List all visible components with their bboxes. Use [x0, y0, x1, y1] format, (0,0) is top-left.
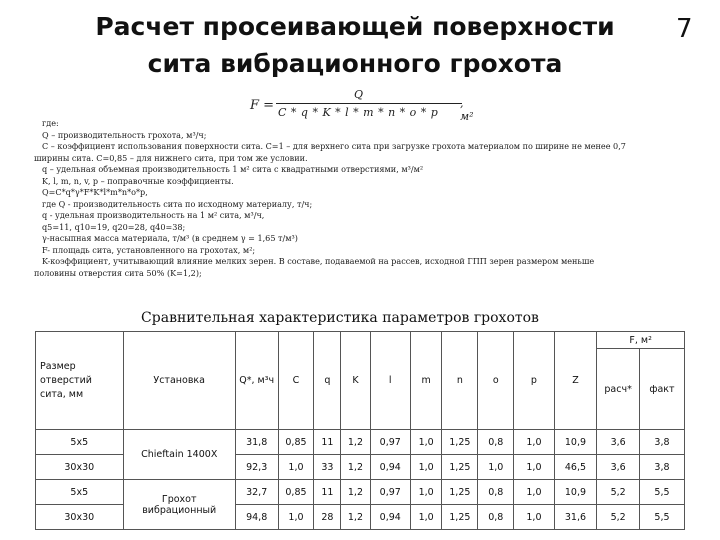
cell-qq: 11 — [314, 480, 341, 505]
note-line: γ-насыпная масса материала, т/м³ (в среднем γ = 1,65 т/м³) — [42, 233, 298, 243]
cell-q: 92,3 — [235, 455, 278, 480]
header-p: p — [514, 332, 554, 430]
cell-k: 1,2 — [341, 480, 370, 505]
cell-p: 1,0 — [514, 455, 554, 480]
cell-l: 0,94 — [370, 455, 410, 480]
header-f-calc: расч* — [597, 349, 640, 430]
cell-size: 30х30 — [36, 505, 124, 530]
cell-z: 10,9 — [554, 480, 597, 505]
note-line: Q=C*q*γ*F*K*l*m*n*o*p, — [42, 187, 148, 197]
cell-l: 0,97 — [370, 430, 410, 455]
cell-unit: Chieftain 1400X — [123, 430, 235, 480]
cell-k: 1,2 — [341, 430, 370, 455]
cell-c: 1,0 — [278, 455, 314, 480]
cell-size: 5х5 — [36, 480, 124, 505]
cell-q: 31,8 — [235, 430, 278, 455]
cell-p: 1,0 — [514, 480, 554, 505]
cell-k: 1,2 — [341, 505, 370, 530]
cell-q: 32,7 — [235, 480, 278, 505]
note-line: F- площадь сита, установленного на грохотах, м²; — [42, 244, 256, 255]
cell-f-calc: 5,2 — [597, 505, 640, 530]
cell-f-fact: 5,5 — [639, 480, 684, 505]
cell-n: 1,25 — [442, 480, 478, 505]
cell-qq: 33 — [314, 455, 341, 480]
cell-f-calc: 3,6 — [597, 430, 640, 455]
header-l: l — [370, 332, 410, 430]
note-line: где: — [42, 118, 59, 128]
cell-p: 1,0 — [514, 505, 554, 530]
cell-p: 1,0 — [514, 430, 554, 455]
q10-value: q10=19, — [74, 221, 110, 232]
formula-denominator: C * q * K * l * m * n * o * p — [278, 106, 439, 119]
table-title: Сравнительная характеристика параметров грохотов — [141, 310, 539, 326]
table-row — [36, 430, 685, 455]
cell-q: 94,8 — [235, 505, 278, 530]
cell-l: 0,94 — [370, 505, 410, 530]
q-values-line — [34, 222, 686, 234]
formula-lhs: F = — [250, 98, 275, 113]
cell-z: 46,5 — [554, 455, 597, 480]
header-f-fact: факт — [639, 349, 684, 430]
cell-o: 0,8 — [478, 505, 514, 530]
cell-unit: Грохот вибрационный — [123, 480, 235, 530]
header-c: C — [278, 332, 314, 430]
header-qq: q — [314, 332, 341, 430]
table-row — [36, 480, 685, 505]
cell-qq: 11 — [314, 430, 341, 455]
cell-f-fact: 3,8 — [639, 455, 684, 480]
note-line: где Q - производительность сита по исходному материалу, т/ч; — [42, 198, 313, 209]
header-q: Q*, м³ч — [235, 332, 278, 430]
cell-f-fact: 5,5 — [639, 505, 684, 530]
note-line: K-коэффициент, учитывающий влияние мелких зерен. В составе, подаваемой на рассев, исходной ГПП зерен размером меньше — [42, 256, 595, 266]
cell-f-calc: 3,6 — [597, 455, 640, 480]
q20-value: q20=28, — [112, 221, 148, 232]
q5-value: q5=11, — [42, 221, 72, 232]
header-size: Размер отверстий сита, мм — [36, 332, 124, 430]
cell-n: 1,25 — [442, 455, 478, 480]
cell-m: 1,0 — [410, 430, 441, 455]
note-line: Q – производительность грохота, м³/ч; — [42, 129, 207, 140]
header-o: o — [478, 332, 514, 430]
slide-title: Расчет просеивающей поверхности сита вибрационного грохота — [95, 12, 615, 78]
cell-f-calc: 5,2 — [597, 480, 640, 505]
fraction-bar — [276, 103, 462, 104]
screen-parameters-table — [35, 331, 685, 530]
header-f-group: F, м² — [597, 332, 685, 349]
cell-l: 0,97 — [370, 480, 410, 505]
cell-m: 1,0 — [410, 505, 441, 530]
header-unit: Установка — [123, 332, 235, 430]
cell-n: 1,25 — [442, 430, 478, 455]
cell-z: 31,6 — [554, 505, 597, 530]
note-line: ширины сита. С=0,85 – для нижнего сита, при том же условии. — [34, 152, 308, 163]
q40-value: q40=38; — [150, 221, 186, 232]
note-line: K, l, m, n, v, p – поправочные коэффициенты. — [42, 175, 234, 186]
cell-m: 1,0 — [410, 455, 441, 480]
cell-size: 5х5 — [36, 430, 124, 455]
formula-notes — [34, 118, 686, 279]
cell-c: 0,85 — [278, 430, 314, 455]
header-k: K — [341, 332, 370, 430]
page-number: 7 — [676, 14, 693, 44]
cell-c: 1,0 — [278, 505, 314, 530]
cell-o: 0,8 — [478, 480, 514, 505]
note-line: С – коэффициент использования поверхности сита. С=1 – для верхнего сита при загрузке грохота материалом по ширине не менее 0,7 — [42, 141, 626, 151]
cell-m: 1,0 — [410, 480, 441, 505]
note-line: половины отверстия сита 50% (K=1,2); — [34, 267, 202, 278]
cell-c: 0,85 — [278, 480, 314, 505]
header-m: m — [410, 332, 441, 430]
cell-f-fact: 3,8 — [639, 430, 684, 455]
formula-numerator: Q — [354, 88, 364, 101]
cell-size: 30х30 — [36, 455, 124, 480]
note-line: q - удельная производительность на 1 м² сита, м³/ч, — [42, 210, 265, 220]
formula-unit: , м² — [460, 97, 474, 123]
header-row — [36, 332, 685, 349]
note-line: q – удельная объемная производительность 1 м² сита с квадратными отверстиями, м³/м² — [42, 164, 424, 174]
header-n: n — [442, 332, 478, 430]
cell-qq: 28 — [314, 505, 341, 530]
cell-o: 0,8 — [478, 430, 514, 455]
cell-o: 1,0 — [478, 455, 514, 480]
cell-k: 1,2 — [341, 455, 370, 480]
cell-n: 1,25 — [442, 505, 478, 530]
cell-z: 10,9 — [554, 430, 597, 455]
header-z: Z — [554, 332, 597, 430]
